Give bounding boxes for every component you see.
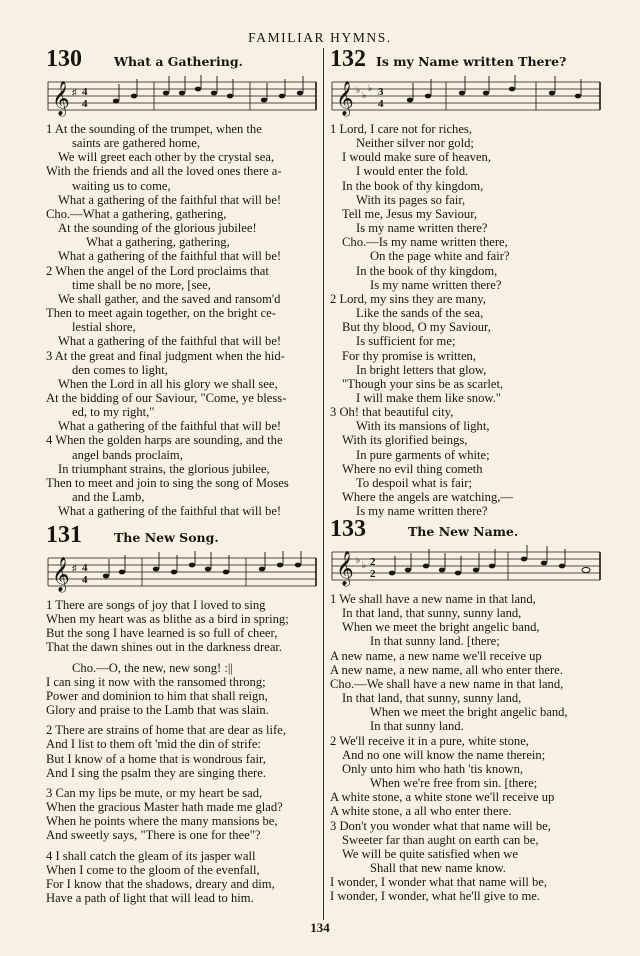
verse-line: But the song I have learned is so full of cheer, bbox=[46, 626, 278, 641]
verse-line: But thy blood, O my Saviour, bbox=[342, 320, 491, 335]
verse-line: Like the sands of the sea, bbox=[356, 306, 484, 321]
verse-line: I would enter the fold. bbox=[356, 164, 469, 179]
verse-line: In triumphant strains, the glorious jubilee, bbox=[58, 461, 270, 476]
verse-line: In bright letters that glow, bbox=[356, 362, 487, 377]
hymn-number: 132 bbox=[330, 46, 366, 72]
svg-text:4: 4 bbox=[82, 98, 88, 110]
svg-text:𝄞: 𝄞 bbox=[52, 82, 70, 115]
svg-text:♭: ♭ bbox=[362, 560, 367, 570]
hymn-heading bbox=[330, 46, 602, 72]
verse-line: I will make them like snow." bbox=[356, 390, 501, 405]
verse-line: When I come to the gloom of the evenfall, bbox=[46, 862, 260, 877]
svg-text:3: 3 bbox=[378, 86, 384, 98]
chorus-line: Glory and praise to the Lamb that was slain. bbox=[46, 703, 269, 718]
page-header: FAMILIAR HYMNS. bbox=[248, 30, 392, 45]
chorus-line: On the page white and fair? bbox=[370, 249, 510, 264]
verse-line: 1 At the sounding of the trumpet, when the bbox=[46, 122, 262, 136]
verse-line: With its pages so fair, bbox=[356, 192, 466, 207]
hymn-heading bbox=[46, 46, 318, 72]
hymn-title: What a Gathering. bbox=[114, 54, 243, 69]
verse-line: 2 When the angel of the Lord proclaims that bbox=[46, 263, 269, 278]
svg-text:♭: ♭ bbox=[356, 85, 361, 95]
verse-line: Where no evil thing cometh bbox=[342, 461, 483, 476]
verse-line: But I know of a home that is wondrous fair, bbox=[46, 751, 266, 766]
hymn-heading bbox=[330, 516, 602, 542]
verse-line: With the friends and all the loved ones there a- bbox=[46, 164, 282, 179]
hymn-133 bbox=[330, 516, 602, 903]
hymn-131 bbox=[46, 522, 318, 905]
hymn-verses bbox=[46, 122, 318, 518]
verse-line: Then to meet and join to sing the song of Moses bbox=[46, 475, 289, 490]
verse-line: What a gathering of the faithful that will be! bbox=[58, 504, 282, 519]
verse-line: 4 I shall catch the gleam of its jasper wall bbox=[46, 848, 256, 863]
verse-line: 2 We'll receive it in a pure, white stone, bbox=[330, 733, 529, 748]
verse-line: When the gracious Master hath made me glad? bbox=[46, 800, 283, 815]
hymn-130 bbox=[46, 46, 318, 518]
verse-line: What a gathering of the faithful that will be! bbox=[58, 334, 282, 349]
verse-line: waiting us to come, bbox=[72, 178, 171, 193]
hymn-verses bbox=[330, 592, 602, 903]
verse-line: We shall gather, and the saved and ransom'd bbox=[58, 291, 281, 306]
svg-text:𝄞: 𝄞 bbox=[52, 558, 70, 591]
chorus-line: In that sunny land. bbox=[370, 719, 464, 734]
verse-line: With its glorified beings, bbox=[342, 433, 468, 448]
verse-line: In pure garments of white; bbox=[356, 447, 490, 462]
verse-line: That the dawn shines out in the darkness drear. bbox=[46, 640, 283, 655]
verse-line: When my heart was as blithe as a bird in spring; bbox=[46, 612, 289, 627]
verse-line: For I know that the shadows, dreary and dim, bbox=[46, 876, 275, 891]
verse-line: ed, to my right," bbox=[72, 405, 155, 420]
music-staff bbox=[46, 74, 318, 118]
chorus-line: What a gathering of the faithful that will be! bbox=[58, 249, 282, 264]
verse-line: Tell me, Jesus my Saviour, bbox=[342, 206, 478, 221]
verse-line: saints are gathered home, bbox=[72, 136, 200, 151]
verse-line: A new name, a new name we'll receive up bbox=[330, 648, 542, 663]
verse-line: angel bands proclaim, bbox=[72, 447, 183, 462]
chorus-line: When we meet the bright angelic band, bbox=[370, 705, 568, 720]
verse-line: In the book of thy kingdom, bbox=[342, 178, 484, 193]
svg-text:♯: ♯ bbox=[72, 563, 77, 573]
hymn-verses bbox=[330, 122, 602, 518]
hymn-number: 131 bbox=[46, 522, 82, 548]
verse-line: With its mansions of light, bbox=[356, 419, 490, 434]
verse-line: Have a path of light that will lead to him. bbox=[46, 890, 254, 905]
chorus-line: I can sing it now with the ransomed throng; bbox=[46, 674, 266, 689]
chorus-line: Power and dominion to him that shall reign, bbox=[46, 688, 268, 703]
verse-line: 3 Can my lips be mute, or my heart be sad, bbox=[46, 785, 263, 800]
music-staff bbox=[46, 550, 318, 594]
svg-text:4: 4 bbox=[378, 98, 384, 110]
svg-text:♭: ♭ bbox=[368, 83, 373, 93]
verse-line: den comes to light, bbox=[72, 362, 168, 377]
verse-line: In that land, that sunny, sunny land, bbox=[342, 606, 522, 621]
svg-text:𝄞: 𝄞 bbox=[336, 82, 354, 115]
chorus-line: What a gathering, gathering, bbox=[86, 235, 230, 250]
svg-text:𝄞: 𝄞 bbox=[336, 552, 354, 585]
verse-line: 4 When the golden harps are sounding, and the bbox=[46, 433, 283, 448]
svg-text:4: 4 bbox=[82, 574, 88, 586]
verse-line: Is sufficient for me; bbox=[356, 334, 456, 349]
verse-line: 3 Oh! that beautiful city, bbox=[330, 405, 454, 420]
svg-text:2: 2 bbox=[370, 556, 376, 568]
verse-line: Then to meet again together, on the bright ce- bbox=[46, 306, 276, 321]
hymn-title: Is my Name written There? bbox=[376, 54, 567, 69]
verse-line: 2 There are strains of home that are dear as life, bbox=[46, 723, 286, 738]
svg-text:♭: ♭ bbox=[356, 555, 361, 565]
hymn-verses bbox=[46, 598, 318, 905]
verse-line: I would make sure of heaven, bbox=[342, 150, 491, 165]
verse-line: A white stone, a all who enter there. bbox=[330, 804, 512, 819]
verse-line: Shall that new name know. bbox=[370, 860, 506, 875]
svg-text:♯: ♯ bbox=[72, 87, 77, 97]
chorus-line: Cho.—O, the new, new song! :|| bbox=[72, 660, 233, 675]
hymn-title: The New Name. bbox=[408, 524, 519, 539]
verse-line: 1 There are songs of joy that I loved to sing bbox=[46, 598, 266, 612]
svg-text:2: 2 bbox=[370, 568, 376, 580]
verse-line: And I list to them oft 'mid the din of strife: bbox=[46, 737, 261, 752]
verse-line: In that sunny land. [there; bbox=[370, 634, 500, 649]
verse-line: 1 Lord, I care not for riches, bbox=[330, 122, 472, 136]
verse-line: I wonder, I wonder, what he'll give to me. bbox=[330, 889, 541, 904]
hymn-number: 133 bbox=[330, 516, 366, 542]
svg-text:4: 4 bbox=[82, 86, 88, 98]
verse-line: Neither silver nor gold; bbox=[356, 136, 474, 151]
verse-line: A new name, a new name, all who enter there. bbox=[330, 662, 563, 677]
music-staff bbox=[330, 544, 602, 588]
verse-line: I wonder, I wonder what that name will be, bbox=[330, 875, 548, 890]
verse-line: Is my name written there? bbox=[356, 221, 488, 236]
verse-line: To despoil what is fair; bbox=[356, 475, 472, 490]
verse-line: A white stone, a white stone we'll receive up bbox=[330, 790, 555, 805]
chorus-line: Cho.—Is my name written there, bbox=[342, 235, 508, 250]
column-divider bbox=[323, 48, 324, 920]
verse-line: What a gathering of the faithful that will be! bbox=[58, 419, 282, 434]
verse-line: Sweeter far than aught on earth can be, bbox=[342, 832, 539, 847]
verse-line: 2 Lord, my sins they are many, bbox=[330, 291, 486, 306]
verse-line: 1 We shall have a new name in that land, bbox=[330, 592, 536, 606]
hymn-title: The New Song. bbox=[114, 530, 219, 545]
verse-line: Only unto him who hath 'tis known, bbox=[342, 761, 524, 776]
chorus-line: At the sounding of the glorious jubilee! bbox=[58, 221, 257, 236]
verse-line: And I sing the psalm they are singing there. bbox=[46, 765, 266, 780]
verse-line: 3 Don't you wonder what that name will be, bbox=[330, 818, 551, 833]
verse-line: And sweetly says, "There is one for thee"? bbox=[46, 828, 261, 843]
verse-line: At the bidding of our Saviour, "Come, ye bless- bbox=[46, 390, 287, 405]
hymn-heading bbox=[46, 522, 318, 548]
verse-line: and the Lamb, bbox=[72, 490, 145, 505]
music-staff bbox=[330, 74, 602, 118]
verse-line: And no one will know the name therein; bbox=[342, 747, 546, 762]
page-number: 134 bbox=[310, 920, 330, 935]
verse-line: When we meet the bright angelic band, bbox=[342, 620, 540, 635]
verse-line: When the Lord in all his glory we shall see, bbox=[58, 376, 278, 391]
verse-line: Is my name written there? bbox=[356, 504, 488, 519]
verse-line: We will greet each other by the crystal sea, bbox=[58, 150, 275, 165]
hymn-132 bbox=[330, 46, 602, 518]
chorus-line: Cho.—We shall have a new name in that land, bbox=[330, 676, 564, 691]
verse-line: When he points where the many mansions be, bbox=[46, 814, 278, 829]
verse-line: For thy promise is written, bbox=[342, 348, 476, 363]
verse-line: What a gathering of the faithful that will be! bbox=[58, 192, 282, 207]
verse-line: When we're free from sin. [there; bbox=[370, 776, 538, 791]
svg-text:4: 4 bbox=[82, 562, 88, 574]
verse-line: "Though your sins be as scarlet, bbox=[342, 376, 504, 391]
chorus-line: Cho.—What a gathering, gathering, bbox=[46, 206, 227, 221]
chorus-line: In the book of thy kingdom, bbox=[356, 263, 498, 278]
verse-line: 3 At the great and final judgment when the hid- bbox=[46, 348, 285, 363]
verse-line: We will be quite satisfied when we bbox=[342, 846, 518, 861]
verse-line: Where the angels are watching,— bbox=[342, 490, 513, 505]
chorus-line: Is my name written there? bbox=[370, 277, 502, 292]
chorus-line: In that land, that sunny, sunny land, bbox=[342, 691, 522, 706]
verse-line: lestial shore, bbox=[72, 320, 136, 335]
svg-text:♭: ♭ bbox=[362, 90, 367, 100]
verse-line: time shall be no more, [see, bbox=[72, 277, 211, 292]
hymn-number: 130 bbox=[46, 46, 82, 72]
